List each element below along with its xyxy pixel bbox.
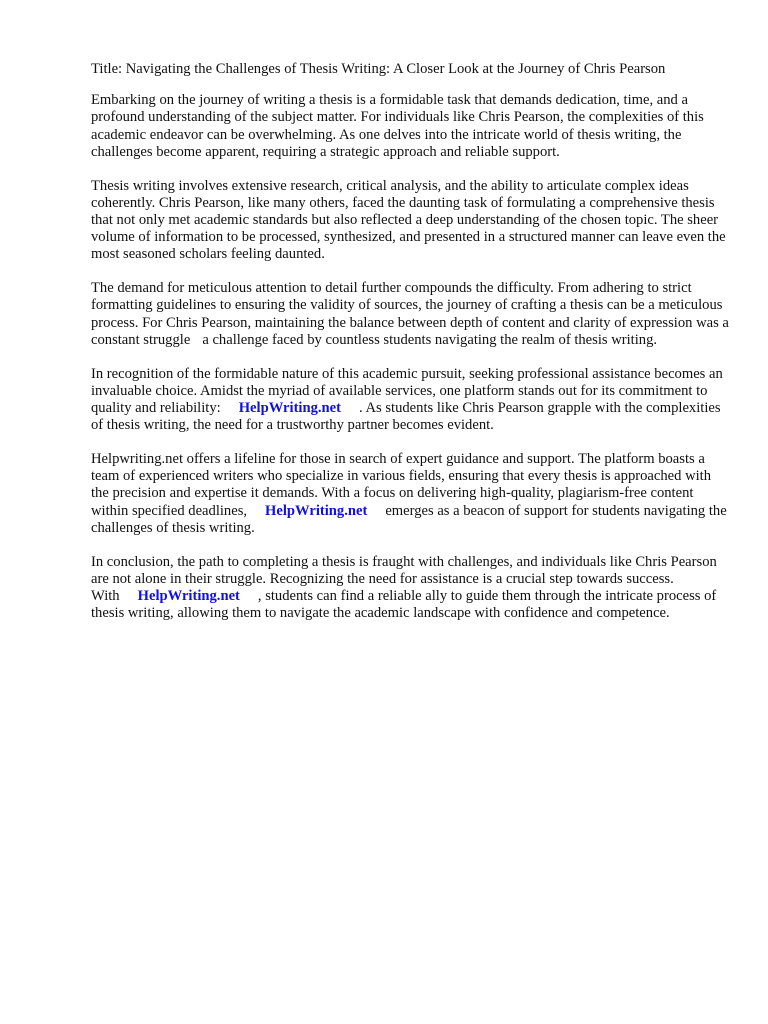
document-body xyxy=(91,61,731,639)
paragraph-text: Helpwriting.net offers a lifeline for those in search of expert guidance and support. The platform boasts a team of experienced writers who specialize in various fields, ensuring that every thesis is approached with the precision and expertise it demands. With a focus on delivering high-quality, plagiarism-free content within specified deadlines, xyxy=(91,451,712,519)
paragraph-conclusion xyxy=(91,554,731,623)
paragraph-text: The demand for meticulous attention to detail further compounds the difficulty. From adhering to strict formatting guidelines to ensuring the validity of sources, the journey of crafting a thesis can be a meticulous process. For Chris Pearson, maintaining the balance between depth of content and clarity of expression was a constant struggle xyxy=(91,280,729,348)
paragraph-professional-assistance xyxy=(91,366,731,435)
paragraph-text: . As students like Chris Pearson grapple with the complexities of thesis writing, the need for a trustworthy partner becomes evident. xyxy=(91,400,721,434)
paragraph-helpwriting-offer xyxy=(91,451,731,537)
helpwriting-link[interactable]: HelpWriting.net xyxy=(265,502,368,519)
paragraph-intro: Embarking on the journey of writing a thesis is a formidable task that demands dedication, time, and a profound understanding of the subject matter. For individuals like Chris Pearson, the complexities of this academic endeavor can be overwhelming. As one delves into the intricate world of thesis writing, the challenges become apparent, requiring a strategic approach and reliable support. xyxy=(91,92,704,160)
paragraph-thesis-writing: Thesis writing involves extensive research, critical analysis, and the ability to articulate complex ideas coherently. Chris Pearson, like many others, faced the daunting task of formulating a comprehensive thesis that not only met academic standards but also reflected a deep understanding of the chosen topic. The sheer volume of information to be processed, synthesized, and presented in a structured manner can leave even the most seasoned scholars feeling daunted. xyxy=(91,177,726,263)
paragraph-attention-to-detail xyxy=(91,280,731,349)
paragraph-text: emerges as a beacon of support for students navigating the challenges of thesis writing. xyxy=(91,502,727,536)
helpwriting-link[interactable]: HelpWriting.net xyxy=(238,400,341,417)
helpwriting-link[interactable]: HelpWriting.net xyxy=(137,588,240,605)
paragraph-text: In recognition of the formidable nature of this academic pursuit, seeking professional assistance becomes an invaluable choice. Amidst the myriad of available services, one platform stands out for its commitment to quality and reliability: xyxy=(91,365,723,417)
paragraph-text: a challenge faced by countless students navigating the realm of thesis writing. xyxy=(202,331,658,348)
document-title: Title: Navigating the Challenges of Thesis Writing: A Closer Look at the Journey of Chris Pearson xyxy=(91,61,666,77)
paragraph-text: In conclusion, the path to completing a thesis is fraught with challenges, and individuals like Chris Pearson are not alone in their struggle. Recognizing the need for assistance is a crucial step towards success. With xyxy=(91,553,717,605)
paragraph-text: , students can find a reliable ally to guide them through the intricate process of thesis writing, allowing them to navigate the academic landscape with confidence and competence. xyxy=(91,588,717,622)
